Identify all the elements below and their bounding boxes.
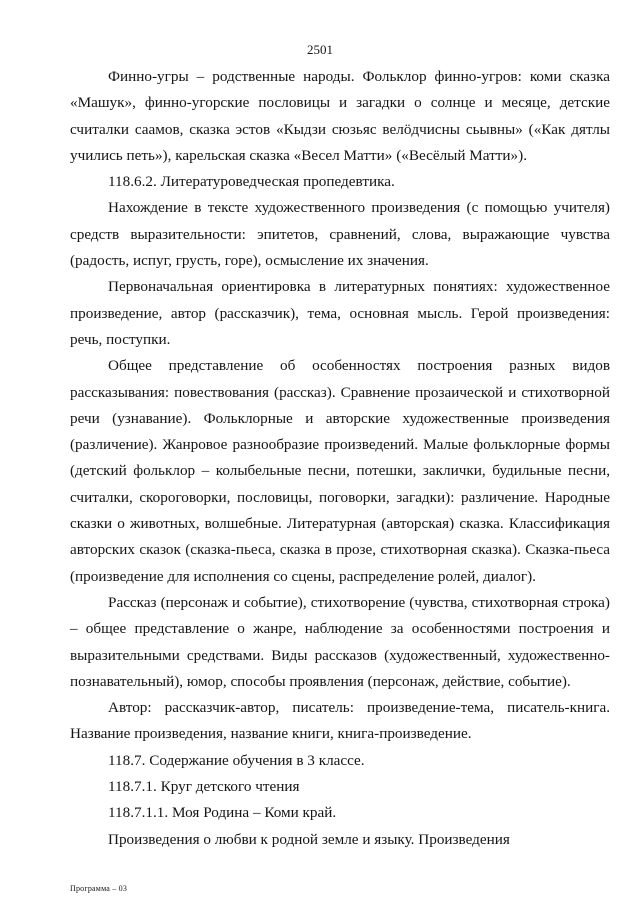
paragraph-author: Автор: рассказчик-автор, писатель: произведение-тема, писатель-книга. Название произведения, название книги, книга-произведение. xyxy=(70,699,610,743)
paragraph-narration-types: Общее представление об особенностях построения разных видов рассказывания: повествования (рассказ). Сравнение прозаической и стихотворной речи (узнавание). Фольклорные и авторские художественные произведения (различение). Жанровое разнообразие произведений. Малые фольклорные формы (детский фольклор – колыбельные песни, потешки, заклички, будильные песни, считалки, скороговорки, пословицы, поговорки, загадки): различение. Народные сказки о животных, волшебные. Литературная (авторская) сказка. Классификация авторских сказок (сказка-пьеса, сказка в прозе, стихотворная сказка). Сказка-пьеса (произведение для исполнения со сцены, распределение ролей, диалог). xyxy=(70,357,610,585)
paragraph-means-of-expression: Нахождение в тексте художественного произведения (с помощью учителя) средств выразительности: эпитетов, сравнений, слова, выражающие чувства (радость, испуг, грусть, горе), осмысление их значения. xyxy=(70,199,610,270)
paragraph-section-heading-grade-3: 118.7. Содержание обучения в 3 классе. xyxy=(108,751,365,769)
paragraph-section-heading-reading-circle: 118.7.1. Круг детского чтения xyxy=(108,778,300,796)
paragraph-section-heading-homeland: 118.7.1.1. Моя Родина – Коми край. xyxy=(108,804,337,822)
paragraph-works-about-love: Произведения о любви к родной земле и языку. Произведения xyxy=(108,830,510,848)
paragraph-finno-ugric-folklore: Финно-угры – родственные народы. Фольклор финно-угров: коми сказка «Машук», финно-угорские пословицы и загадки о солнце и месяце, детские считалки саамов, сказка эстов «Кыдзи сюзьяс велӧдчисны сьывны» («Как дятлы учились петь»), карельская сказка «Весел Матти» («Весёлый Матти»). xyxy=(70,68,610,164)
paragraph-story-and-poem: Рассказ (персонаж и событие), стихотворение (чувства, стихотворная строка) – общее представление о жанре, наблюдение за особенностями построения и выразительными средствами. Виды рассказов (художественный, художественно-познавательный), юмор, способы проявления (персонаж, действие, событие). xyxy=(70,593,610,690)
paragraph-literary-concepts: Первоначальная ориентировка в литературных понятиях: художественное произведение, автор (рассказчик), тема, основная мысль. Герой произведения: речь, поступки. xyxy=(70,278,610,348)
paragraph-section-heading-propaedeutics: 118.6.2. Литературоведческая пропедевтика. xyxy=(108,173,395,191)
footer-program-label: Программа – 03 xyxy=(70,884,128,893)
page-body xyxy=(70,64,610,853)
page-number: 2501 xyxy=(307,42,333,57)
